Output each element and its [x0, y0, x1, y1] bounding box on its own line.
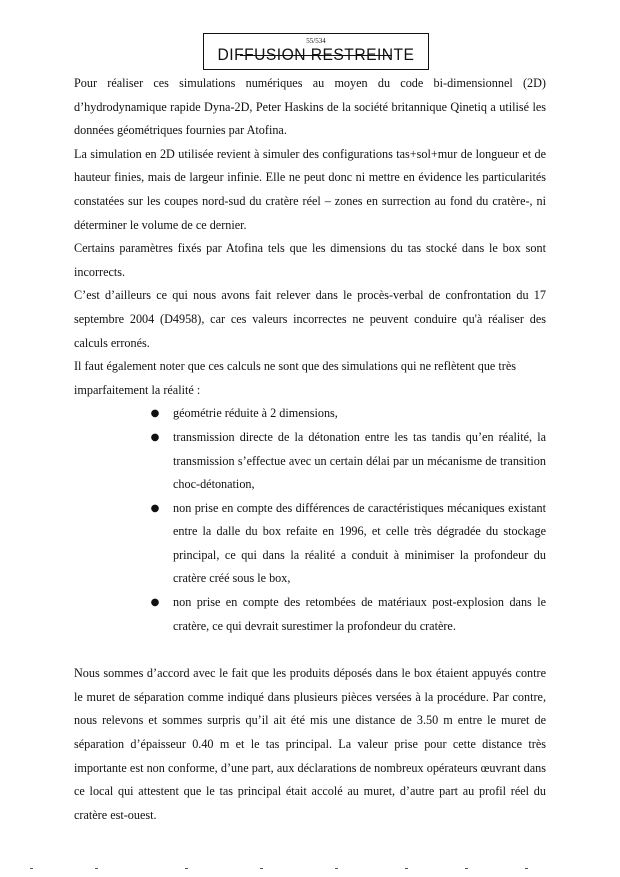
list-item-text: géométrie réduite à 2 dimensions,: [173, 406, 338, 421]
list-item: [150, 497, 546, 591]
scan-artifact-dots: [25, 868, 595, 872]
stamp-label: DIFFUSION RESTREINTE: [217, 45, 415, 64]
paragraph: La simulation en 2D utilisée revient à simuler des configurations tas+sol+mur de longueur et de hauteur finies, mais de largeur infinie. Elle ne peut donc ni mettre en évidence les particularités constatées sur les coupes nord-sud du cratère réel – zones en surrection au fond du cratère-, ni déterminer le volume de ce dernier.: [74, 146, 546, 232]
list-item-text: non prise en compte des différences de caractéristiques mécaniques existant entre la dalle du box refaite en 1996, et celle très dégradée du stockage principal, ce qui dans la réalité a conduit à minimiser la profondeur du cratère créé sous le box,: [173, 500, 546, 586]
bullet-icon: ●: [150, 408, 160, 420]
page-number: 55/534: [306, 37, 326, 45]
bullet-icon: ●: [150, 502, 160, 514]
restricted-stamp: [203, 33, 429, 70]
list-item: [150, 426, 546, 497]
bullet-list: [74, 402, 546, 638]
paragraph: Pour réaliser ces simulations numériques au moyen du code bi-dimensionnel (2D) d’hydrodynamique rapide Dyna-2D, Peter Haskins de la société britannique Qinetiq a utilisé les données géométriques fournies par Atofina.: [74, 76, 546, 138]
list-item-text: transmission directe de la détonation entre les tas tandis qu’en réalité, la transmission s’effectue avec un certain délai par un mécanisme de transition choc-détonation,: [173, 429, 546, 492]
paragraph: C’est d’ailleurs ce qui nous avons fait relever dans le procès-verbal de confrontation du 17 septembre 2004 (D4958), car ces valeurs incorrectes ne peuvent conduire qu'à réaliser des calculs erronés.: [74, 288, 546, 350]
bullet-icon: ●: [150, 431, 160, 443]
document-body: [74, 72, 546, 827]
list-item-text: non prise en compte des retombées de matériaux post-explosion dans le cratère, ce qui devrait surestimer la profondeur du cratère.: [173, 595, 546, 633]
paragraph: Certains paramètres fixés par Atofina tels que les dimensions du tas stocké dans le box sont incorrects.: [74, 241, 546, 279]
paragraph: Il faut également noter que ces calculs ne sont que des simulations qui ne reflètent que très imparfaitement la réalité :: [74, 359, 516, 397]
bullet-icon: ●: [150, 597, 160, 609]
paragraph: Nous sommes d’accord avec le fait que les produits déposés dans le box étaient appuyés contre le muret de séparation comme indiqué dans plusieurs pièces versées à la procédure. Par contre, nous relevons et sommes surpris qu’il ait été mis une distance de 3.50 m entre le muret de séparation d’épaisseur 0.40 m et le tas principal. La valeur prise pour cette distance très importante est non conforme, d’une part, aux déclarations de nombreux opérateurs œuvrant dans ce local qui attestent que le tas principal était accolé au muret, d’autre part au profil réel du cratère est-ouest.: [74, 666, 546, 822]
list-item: [150, 402, 546, 426]
paragraph-spacer: [74, 638, 546, 662]
list-item: [150, 591, 546, 638]
